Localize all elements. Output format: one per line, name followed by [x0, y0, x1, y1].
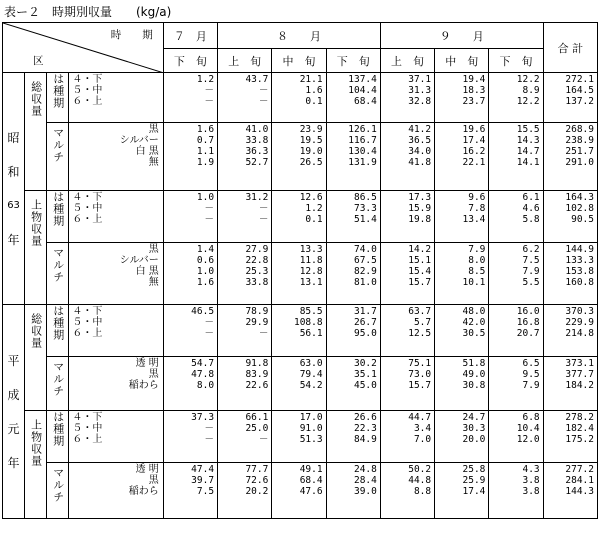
- table-cell: 66.1 25.0 －: [218, 411, 272, 463]
- table-cell: 74.0 67.5 82.9 81.0: [326, 243, 380, 305]
- table-cell: 47.4 39.7 7.5: [163, 463, 217, 519]
- header-ku: 区: [33, 55, 44, 67]
- label-mulch: マルチ: [47, 123, 69, 191]
- table-cell: 78.9 29.9 －: [218, 305, 272, 357]
- table-cell: 49.1 68.4 47.6: [272, 463, 326, 519]
- label-mulch: マルチ: [47, 357, 69, 411]
- header-jul-late: 下 旬: [163, 49, 217, 73]
- table-cell: 6.2 7.5 7.9 5.5: [489, 243, 543, 305]
- sowing-dates: ４・下 ５・中 ６・上: [69, 191, 163, 243]
- table-cell: 137.4 104.4 68.4: [326, 73, 380, 123]
- header-aug-early: 上 旬: [218, 49, 272, 73]
- table-cell: 54.7 47.8 8.0: [163, 357, 217, 411]
- yield-table: [2, 22, 598, 519]
- table-cell: 41.0 33.8 36.3 52.7: [218, 123, 272, 191]
- header-sep-late: 下 旬: [489, 49, 543, 73]
- table-cell: 41.2 36.5 34.0 41.8: [380, 123, 434, 191]
- table-cell: 63.7 5.7 12.5: [380, 305, 434, 357]
- table-cell: 14.2 15.1 15.4 15.7: [380, 243, 434, 305]
- table-cell: 21.1 1.6 0.1: [272, 73, 326, 123]
- table-cell: 26.6 22.3 84.9: [326, 411, 380, 463]
- table-cell: 85.5 108.8 56.1: [272, 305, 326, 357]
- table-cell: 370.3 229.9 214.8: [543, 305, 597, 357]
- table-cell: 1.4 0.6 1.0 1.6: [163, 243, 217, 305]
- table-row: [3, 73, 598, 123]
- table-cell: 51.8 49.0 30.8: [435, 357, 489, 411]
- table-cell: 31.2 － －: [218, 191, 272, 243]
- label-sowing: は種期: [47, 305, 69, 357]
- header-aug-mid: 中 旬: [272, 49, 326, 73]
- table-cell: 19.4 18.3 23.7: [435, 73, 489, 123]
- header-aug-late: 下 旬: [326, 49, 380, 73]
- era-heisei1: 平 成 元 年: [3, 305, 25, 519]
- table-cell: 24.7 30.3 20.0: [435, 411, 489, 463]
- table-cell: 7.9 8.0 8.5 10.1: [435, 243, 489, 305]
- group-total-yield: 総収量: [25, 73, 47, 191]
- label-sowing: は種期: [47, 191, 69, 243]
- header-jiki: 時 期: [110, 29, 153, 41]
- table-cell: 272.1 164.5 137.2: [543, 73, 597, 123]
- group-premium-yield: 上物収量: [25, 191, 47, 305]
- mulch-types: 黒 シルバー 白 黒 無: [69, 243, 163, 305]
- table-cell: 17.3 15.9 19.8: [380, 191, 434, 243]
- table-cell: 30.2 35.1 45.0: [326, 357, 380, 411]
- table-cell: 278.2 182.4 175.2: [543, 411, 597, 463]
- table-cell: 75.1 73.0 15.7: [380, 357, 434, 411]
- table-cell: 63.0 79.4 54.2: [272, 357, 326, 411]
- table-cell: 44.7 3.4 7.0: [380, 411, 434, 463]
- table-cell: 6.1 4.6 5.8: [489, 191, 543, 243]
- table-cell: 277.2 284.1 144.3: [543, 463, 597, 519]
- era-showa63: 昭 和 63 年: [3, 73, 25, 305]
- table-cell: 46.5 － －: [163, 305, 217, 357]
- table-cell: 1.0 － －: [163, 191, 217, 243]
- label-sowing: は種期: [47, 73, 69, 123]
- table-row: [3, 243, 598, 305]
- header-total: 合 計: [543, 23, 597, 73]
- table-cell: 24.8 28.4 39.0: [326, 463, 380, 519]
- table-cell: 48.0 42.0 30.5: [435, 305, 489, 357]
- group-premium-yield: 上物収量: [25, 411, 47, 519]
- table-row: [3, 305, 598, 357]
- header-sep-early: 上 旬: [380, 49, 434, 73]
- table-cell: 144.9 133.3 153.8 160.8: [543, 243, 597, 305]
- table-row: [3, 357, 598, 411]
- label-sowing: は種期: [47, 411, 69, 463]
- table-cell: 126.1 116.7 130.4 131.9: [326, 123, 380, 191]
- table-row: [3, 463, 598, 519]
- table-cell: 12.2 8.9 12.2: [489, 73, 543, 123]
- label-mulch: マルチ: [47, 243, 69, 305]
- table-row: [3, 411, 598, 463]
- sowing-dates: ４・下 ５・中 ６・上: [69, 73, 163, 123]
- table-cell: 164.3 102.8 90.5: [543, 191, 597, 243]
- table-cell: 6.8 10.4 12.0: [489, 411, 543, 463]
- mulch-types: 透 明 黒 稲わら: [69, 463, 163, 519]
- table-row: [3, 123, 598, 191]
- header-august: ８ 月: [218, 23, 381, 49]
- table-cell: 27.9 22.8 25.3 33.8: [218, 243, 272, 305]
- mulch-types: 透 明 黒 稲わら: [69, 357, 163, 411]
- corner-header: [3, 23, 164, 73]
- table-title: 表ー２ 時期別収量 (kg/a): [4, 5, 172, 19]
- mulch-types: 黒 シルバー 白 黒 無: [69, 123, 163, 191]
- table-cell: 25.8 25.9 17.4: [435, 463, 489, 519]
- table-cell: 43.7 － －: [218, 73, 272, 123]
- table-cell: 91.8 83.9 22.6: [218, 357, 272, 411]
- table-cell: 86.5 73.3 51.4: [326, 191, 380, 243]
- sowing-dates: ４・下 ５・中 ６・上: [69, 411, 163, 463]
- header-sep-mid: 中 旬: [435, 49, 489, 73]
- label-mulch: マルチ: [47, 463, 69, 519]
- table-cell: 1.6 0.7 1.1 1.9: [163, 123, 217, 191]
- table-cell: 16.0 16.8 20.7: [489, 305, 543, 357]
- header-july: ７ 月: [163, 23, 217, 49]
- table-cell: 37.3 － －: [163, 411, 217, 463]
- table-cell: 9.6 7.8 13.4: [435, 191, 489, 243]
- group-total-yield: 総収量: [25, 305, 47, 411]
- table-cell: 1.2 － －: [163, 73, 217, 123]
- table-cell: 19.6 17.4 16.2 22.1: [435, 123, 489, 191]
- table-cell: 268.9 238.9 251.7 291.0: [543, 123, 597, 191]
- table-cell: 6.5 9.5 7.9: [489, 357, 543, 411]
- table-row: [3, 191, 598, 243]
- table-cell: 15.5 14.3 14.7 14.1: [489, 123, 543, 191]
- table-cell: 77.7 72.6 20.2: [218, 463, 272, 519]
- table-cell: 31.7 26.7 95.0: [326, 305, 380, 357]
- table-cell: 17.0 91.0 51.3: [272, 411, 326, 463]
- table-cell: 37.1 31.3 32.8: [380, 73, 434, 123]
- sowing-dates: ４・下 ５・中 ６・上: [69, 305, 163, 357]
- table-cell: 373.1 377.7 184.2: [543, 357, 597, 411]
- table-cell: 50.2 44.8 8.8: [380, 463, 434, 519]
- table-cell: 12.6 1.2 0.1: [272, 191, 326, 243]
- table-cell: 4.3 3.8 3.8: [489, 463, 543, 519]
- table-cell: 23.9 19.5 19.0 26.5: [272, 123, 326, 191]
- table-cell: 13.3 11.8 12.8 13.1: [272, 243, 326, 305]
- header-september: ９ 月: [380, 23, 543, 49]
